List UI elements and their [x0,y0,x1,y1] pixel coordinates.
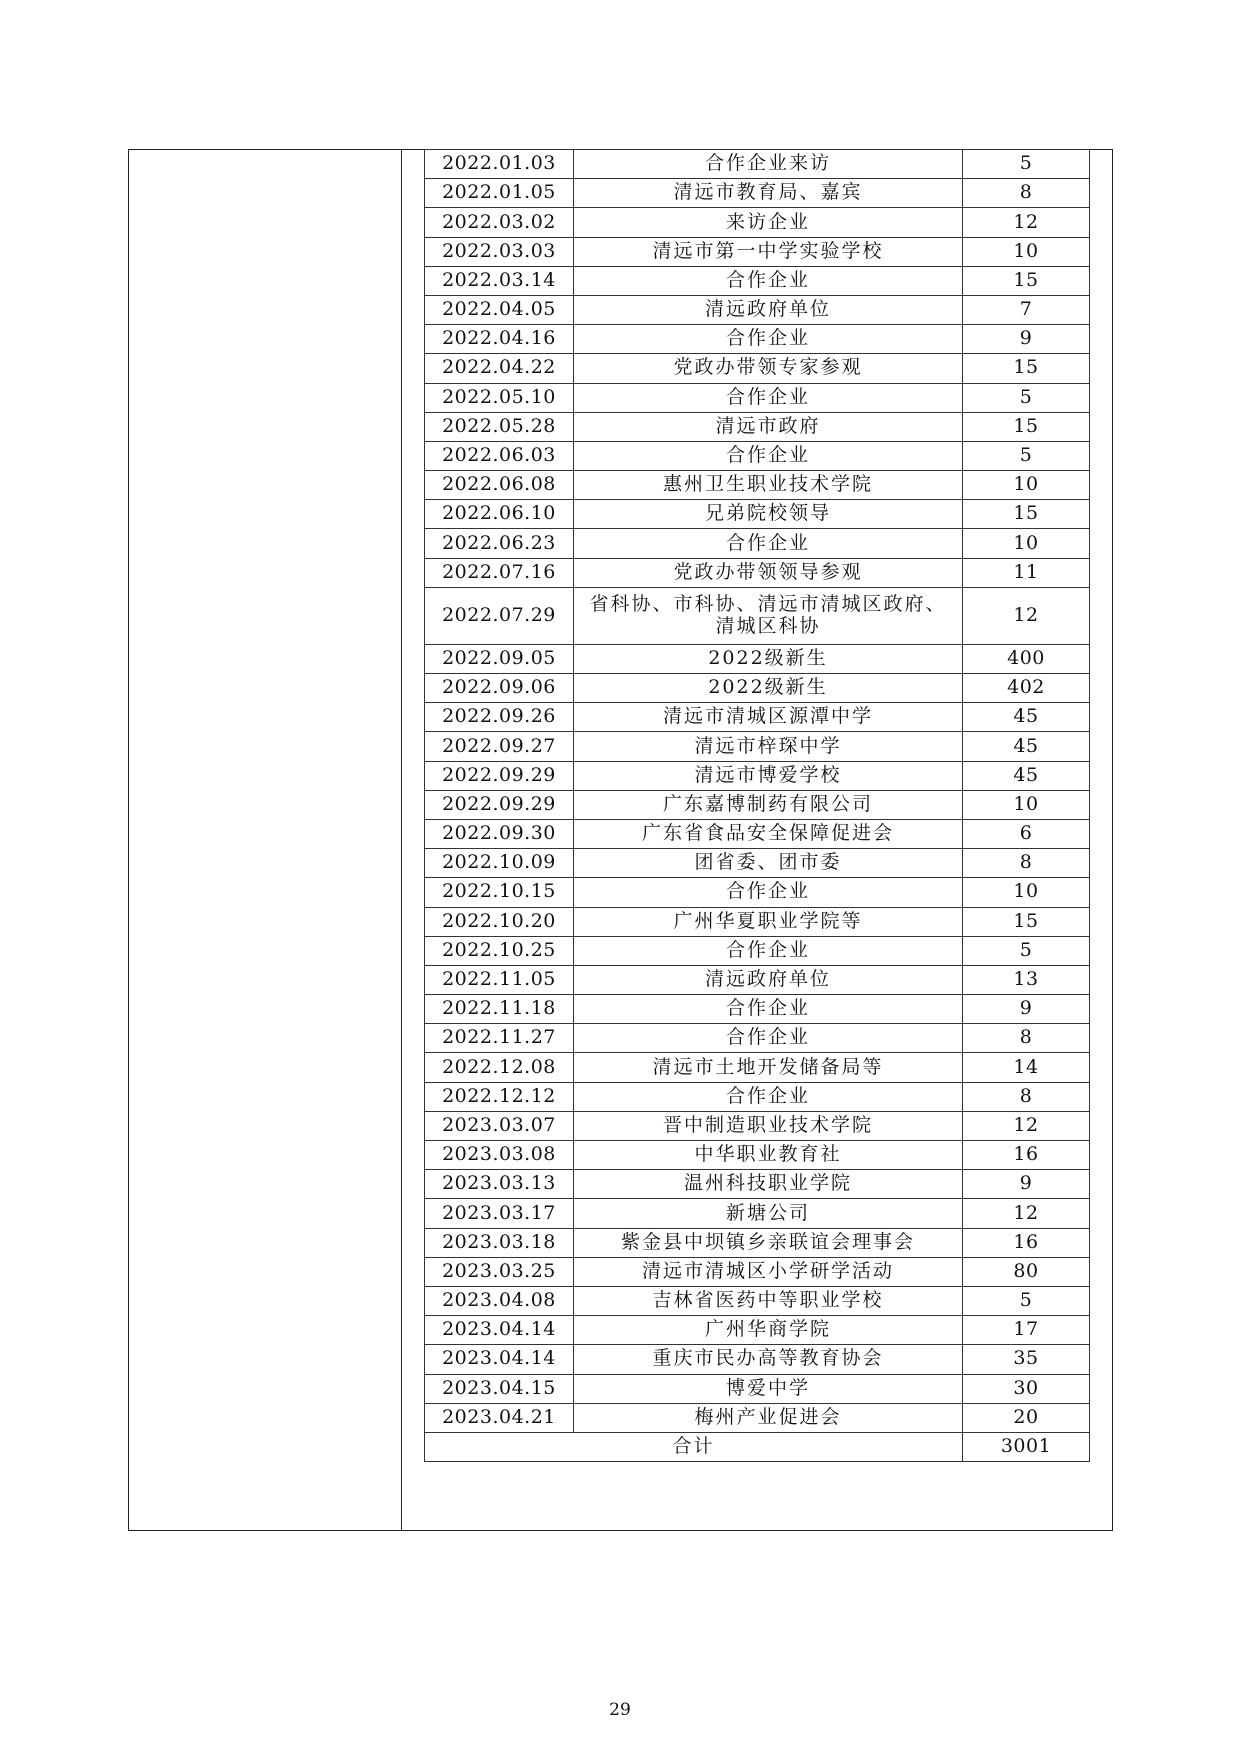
visitor-cell: 合作企业 [574,936,963,965]
visit-date-cell: 2022.11.27 [425,1024,574,1053]
visitor-count-cell: 45 [963,703,1090,732]
visitor-cell: 清远市梓琛中学 [574,732,963,761]
table-row [425,878,1090,907]
visitor-count-cell: 10 [963,529,1090,558]
visitor-count-cell: 9 [963,325,1090,354]
visitor-cell: 清远政府单位 [574,295,963,324]
column-divider [401,150,402,1530]
visit-date-cell: 2022.09.05 [425,644,574,673]
visitor-count-cell: 45 [963,732,1090,761]
visitor-count-cell: 402 [963,674,1090,703]
table-row [425,790,1090,819]
table-row [425,1141,1090,1170]
visitor-count-cell: 45 [963,761,1090,790]
visitor-count-cell: 10 [963,790,1090,819]
visit-date-cell: 2022.09.29 [425,761,574,790]
visitor-count-cell: 80 [963,1257,1090,1286]
visitor-cell: 党政办带领专家参观 [574,354,963,383]
table-row [425,471,1090,500]
visitor-cell: 合作企业来访 [574,150,963,179]
page-number: 29 [609,1700,631,1720]
table-row [425,1024,1090,1053]
visitor-count-cell: 30 [963,1374,1090,1403]
visit-date-cell: 2022.10.20 [425,907,574,936]
visitor-cell: 合作企业 [574,1024,963,1053]
table-row [425,1316,1090,1345]
table-row [425,412,1090,441]
visitor-count-cell: 8 [963,1082,1090,1111]
visit-date-cell: 2022.09.26 [425,703,574,732]
visitor-count-cell: 8 [963,1024,1090,1053]
table-row [425,179,1090,208]
visitor-cell: 合作企业 [574,441,963,470]
visitor-cell: 合作企业 [574,383,963,412]
visit-date-cell: 2022.06.10 [425,500,574,529]
visitor-cell: 惠州卫生职业技术学院 [574,471,963,500]
table-row [425,1170,1090,1199]
visitor-count-cell: 5 [963,383,1090,412]
visitor-cell: 合作企业 [574,325,963,354]
visit-date-cell: 2022.01.03 [425,150,574,179]
visit-date-cell: 2023.03.13 [425,1170,574,1199]
visit-date-cell: 2023.03.17 [425,1199,574,1228]
visitor-cell: 合作企业 [574,878,963,907]
visitor-count-cell: 12 [963,1111,1090,1140]
visitor-cell: 清远市清城区小学研学活动 [574,1257,963,1286]
visitor-cell: 广州华商学院 [574,1316,963,1345]
visitor-cell [574,587,963,644]
visitor-count-cell: 5 [963,150,1090,179]
table-row [425,936,1090,965]
table-row [425,1228,1090,1257]
visitor-cell: 合作企业 [574,529,963,558]
visitor-count-cell: 12 [963,587,1090,644]
visitor-cell: 重庆市民办高等教育协会 [574,1345,963,1374]
visitor-cell: 清远市土地开发储备局等 [574,1053,963,1082]
visit-date-cell: 2022.10.15 [425,878,574,907]
visitor-cell: 紫金县中坝镇乡亲联谊会理事会 [574,1228,963,1257]
table-row [425,1345,1090,1374]
visitor-count-cell: 12 [963,208,1090,237]
visitor-count-cell: 14 [963,1053,1090,1082]
visitor-count-cell: 400 [963,644,1090,673]
table-row [425,295,1090,324]
visitor-count-cell: 6 [963,819,1090,848]
table-row [425,674,1090,703]
table-row [425,441,1090,470]
visitor-cell: 晋中制造职业技术学院 [574,1111,963,1140]
table-row [425,354,1090,383]
table-row [425,819,1090,848]
visit-date-cell: 2022.04.16 [425,325,574,354]
visitor-cell: 清远政府单位 [574,965,963,994]
visitor-count-cell: 8 [963,849,1090,878]
visitor-cell: 广东省食品安全保障促进会 [574,819,963,848]
visit-date-cell: 2023.04.15 [425,1374,574,1403]
visit-date-cell: 2023.04.08 [425,1286,574,1315]
visit-date-cell: 2023.03.07 [425,1111,574,1140]
visitor-cell: 清远市政府 [574,412,963,441]
table-row [425,965,1090,994]
visitor-cell: 合作企业 [574,266,963,295]
visitor-count-cell: 8 [963,179,1090,208]
total-label: 合计 [425,1432,963,1461]
visitor-cell: 兄弟院校领导 [574,500,963,529]
visit-date-cell: 2022.06.03 [425,441,574,470]
table-row [425,732,1090,761]
table-row [425,849,1090,878]
visitor-cell: 2022级新生 [574,674,963,703]
visitor-count-cell: 7 [963,295,1090,324]
visitor-cell: 广州华夏职业学院等 [574,907,963,936]
table-row [425,1199,1090,1228]
visit-date-cell: 2022.12.08 [425,1053,574,1082]
table-row [425,558,1090,587]
visit-date-cell: 2022.06.23 [425,529,574,558]
visit-date-cell: 2022.07.29 [425,587,574,644]
table-row [425,208,1090,237]
table-row [425,761,1090,790]
table-row [425,1403,1090,1432]
visit-date-cell: 2022.03.03 [425,237,574,266]
visit-date-cell: 2022.09.30 [425,819,574,848]
visitor-count-cell: 15 [963,412,1090,441]
visit-date-cell: 2022.03.02 [425,208,574,237]
table-row [425,995,1090,1024]
visit-date-cell: 2022.01.05 [425,179,574,208]
visit-date-cell: 2022.04.05 [425,295,574,324]
visit-date-cell: 2023.03.25 [425,1257,574,1286]
visitor-cell: 2022级新生 [574,644,963,673]
visitor-cell: 温州科技职业学院 [574,1170,963,1199]
total-row [425,1432,1090,1461]
visitor-cell: 博爱中学 [574,1374,963,1403]
visitor-cell: 吉林省医药中等职业学校 [574,1286,963,1315]
visitor-count-cell: 9 [963,995,1090,1024]
visit-date-cell: 2023.04.14 [425,1345,574,1374]
table-row [425,1286,1090,1315]
table-row [425,383,1090,412]
visitor-count-cell: 5 [963,936,1090,965]
table-row [425,1257,1090,1286]
visit-date-cell: 2022.04.22 [425,354,574,383]
table-row [425,1111,1090,1140]
visit-date-cell: 2022.10.25 [425,936,574,965]
visit-date-cell: 2022.03.14 [425,266,574,295]
visitor-cell: 党政办带领领导参观 [574,558,963,587]
table-row [425,1053,1090,1082]
visitor-count-cell: 16 [963,1228,1090,1257]
visitor-count-cell: 15 [963,500,1090,529]
visitor-count-cell: 10 [963,471,1090,500]
visitor-count-cell: 12 [963,1199,1090,1228]
visit-date-cell: 2022.10.09 [425,849,574,878]
visitor-count-cell: 15 [963,354,1090,383]
visit-date-cell: 2022.09.29 [425,790,574,819]
table-row [425,1374,1090,1403]
table-row [425,644,1090,673]
table-row [425,237,1090,266]
visitor-count-cell: 9 [963,1170,1090,1199]
visitor-count-cell: 5 [963,1286,1090,1315]
visit-date-cell: 2023.03.18 [425,1228,574,1257]
visitor-count-cell: 20 [963,1403,1090,1432]
table-row [425,587,1090,644]
table-row [425,529,1090,558]
table-row [425,1082,1090,1111]
visitor-count-cell: 13 [963,965,1090,994]
table-row [425,500,1090,529]
visit-date-cell: 2023.04.21 [425,1403,574,1432]
visit-date-cell: 2023.03.08 [425,1141,574,1170]
visitor-cell: 合作企业 [574,995,963,1024]
table-row [425,703,1090,732]
visitor-line: 省科协、市科协、清远市清城区政府、 [589,592,947,615]
visit-date-cell: 2023.04.14 [425,1316,574,1345]
table-row [425,266,1090,295]
total-value: 3001 [963,1432,1090,1461]
visitor-cell: 来访企业 [574,208,963,237]
visitor-cell: 清远市教育局、嘉宾 [574,179,963,208]
visitor-cell: 广东嘉博制药有限公司 [574,790,963,819]
visit-date-cell: 2022.09.06 [425,674,574,703]
visit-date-cell: 2022.06.08 [425,471,574,500]
table-body [425,150,1090,1462]
visitor-count-cell: 5 [963,441,1090,470]
visitor-count-cell: 15 [963,907,1090,936]
visitor-line: 清城区科协 [715,614,821,637]
visit-date-cell: 2022.11.18 [425,995,574,1024]
visitor-cell: 清远市博爱学校 [574,761,963,790]
visit-date-cell: 2022.07.16 [425,558,574,587]
visit-date-cell: 2022.12.12 [425,1082,574,1111]
visitor-cell: 清远市第一中学实验学校 [574,237,963,266]
visit-date-cell: 2022.05.10 [425,383,574,412]
visitor-count-cell: 11 [963,558,1090,587]
visitor-count-cell: 16 [963,1141,1090,1170]
visitor-count-cell: 17 [963,1316,1090,1345]
table-row [425,907,1090,936]
table-row [425,150,1090,179]
visitor-cell: 中华职业教育社 [574,1141,963,1170]
visit-date-cell: 2022.11.05 [425,965,574,994]
visitor-cell: 合作企业 [574,1082,963,1111]
visitor-cell: 梅州产业促进会 [574,1403,963,1432]
visitor-cell: 团省委、团市委 [574,849,963,878]
visitor-cell: 新塘公司 [574,1199,963,1228]
visit-date-cell: 2022.09.27 [425,732,574,761]
visit-records-table [424,149,1090,1462]
visit-date-cell: 2022.05.28 [425,412,574,441]
table-row [425,325,1090,354]
visitor-count-cell: 15 [963,266,1090,295]
visitor-count-cell: 35 [963,1345,1090,1374]
visitor-count-cell: 10 [963,237,1090,266]
visitor-count-cell: 10 [963,878,1090,907]
visitor-cell: 清远市清城区源潭中学 [574,703,963,732]
